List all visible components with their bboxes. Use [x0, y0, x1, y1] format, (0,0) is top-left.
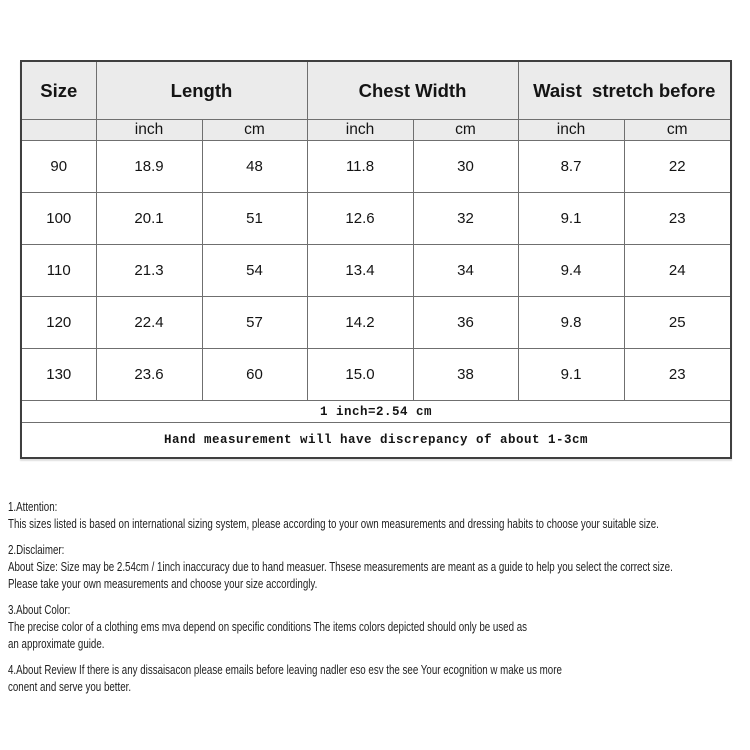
header-length: Length [96, 61, 307, 120]
table-row-size-120 [21, 297, 731, 349]
cell-length-cm: 51 [202, 193, 307, 245]
unit-chest-cm: cm [413, 120, 518, 141]
table-header-row [21, 61, 731, 120]
cell-size: 90 [21, 141, 96, 193]
cell-length-inch: 23.6 [96, 349, 202, 401]
unit-chest-inch: inch [307, 120, 413, 141]
cell-length-cm: 60 [202, 349, 307, 401]
table-unit-row [21, 120, 731, 141]
cell-waist-cm: 23 [624, 349, 731, 401]
note-about-color-body-line2: an approximate guide. [8, 636, 105, 651]
table-row-size-110 [21, 245, 731, 297]
cell-length-inch: 21.3 [96, 245, 202, 297]
cell-length-inch: 22.4 [96, 297, 202, 349]
table-note-row-hand-measurement [21, 423, 731, 459]
note-disclaimer-body-line1: About Size: Size may be 2.54cm / 1inch inaccuracy due to hand measuer. Thsese measurements are meant as a guide to help you select the correct size. [8, 559, 673, 574]
note-about-review-line1: 4.About Review If there is any dissaisacon please emails before leaving nadler eso esv the see Your ecognition w make us more [8, 662, 562, 677]
cell-length-cm: 57 [202, 297, 307, 349]
cell-size: 130 [21, 349, 96, 401]
cell-chest-cm: 34 [413, 245, 518, 297]
cell-size: 110 [21, 245, 96, 297]
cell-chest-cm: 32 [413, 193, 518, 245]
table-row-size-130 [21, 349, 731, 401]
unit-waist-inch: inch [518, 120, 624, 141]
cell-size: 120 [21, 297, 96, 349]
header-chest-width: Chest Width [307, 61, 518, 120]
unit-blank [21, 120, 96, 141]
table-row-size-100 [21, 193, 731, 245]
cell-length-cm: 48 [202, 141, 307, 193]
cell-waist-inch: 9.8 [518, 297, 624, 349]
cell-length-inch: 20.1 [96, 193, 202, 245]
cell-waist-cm: 24 [624, 245, 731, 297]
size-chart-table [20, 60, 732, 459]
cell-size: 100 [21, 193, 96, 245]
note-attention-heading: 1.Attention: [8, 499, 58, 514]
unit-length-inch: inch [96, 120, 202, 141]
note-about-color-heading: 3.About Color: [8, 602, 71, 617]
cell-waist-inch: 8.7 [518, 141, 624, 193]
note-about-review [8, 661, 750, 695]
cell-waist-inch: 9.1 [518, 349, 624, 401]
table-note-row-inch-conversion [21, 401, 731, 423]
cell-waist-inch: 9.1 [518, 193, 624, 245]
cell-length-inch: 18.9 [96, 141, 202, 193]
unit-waist-cm: cm [624, 120, 731, 141]
note-attention-body: This sizes listed is based on international sizing system, please according to your own measurements and dressing habits to choose your suitable size. [8, 516, 659, 531]
note-about-color [8, 601, 750, 652]
cell-length-cm: 54 [202, 245, 307, 297]
cell-chest-inch: 15.0 [307, 349, 413, 401]
note-disclaimer [8, 541, 750, 592]
inch-conversion-note: 1 inch=2.54 cm [21, 401, 731, 423]
table-row-size-90 [21, 141, 731, 193]
header-size: Size [21, 61, 96, 120]
cell-chest-inch: 14.2 [307, 297, 413, 349]
note-attention [8, 498, 750, 532]
unit-length-cm: cm [202, 120, 307, 141]
note-disclaimer-body-line2: Please take your own measurements and choose your size accordingly. [8, 576, 318, 591]
cell-waist-cm: 22 [624, 141, 731, 193]
notes-section [8, 498, 750, 704]
cell-waist-cm: 25 [624, 297, 731, 349]
note-about-review-line2: conent and serve you better. [8, 679, 132, 694]
hand-measurement-note: Hand measurement will have discrepancy of about 1-3cm [21, 423, 731, 459]
cell-chest-cm: 36 [413, 297, 518, 349]
cell-chest-inch: 12.6 [307, 193, 413, 245]
cell-chest-cm: 38 [413, 349, 518, 401]
cell-chest-cm: 30 [413, 141, 518, 193]
note-about-color-body-line1: The precise color of a clothing ems mva depend on specific conditions The items colors depicted should only be used as [8, 619, 528, 634]
cell-chest-inch: 13.4 [307, 245, 413, 297]
cell-waist-cm: 23 [624, 193, 731, 245]
cell-chest-inch: 11.8 [307, 141, 413, 193]
note-disclaimer-heading: 2.Disclaimer: [8, 542, 65, 557]
header-waist-stretch: Waist stretch before [518, 61, 731, 120]
cell-waist-inch: 9.4 [518, 245, 624, 297]
